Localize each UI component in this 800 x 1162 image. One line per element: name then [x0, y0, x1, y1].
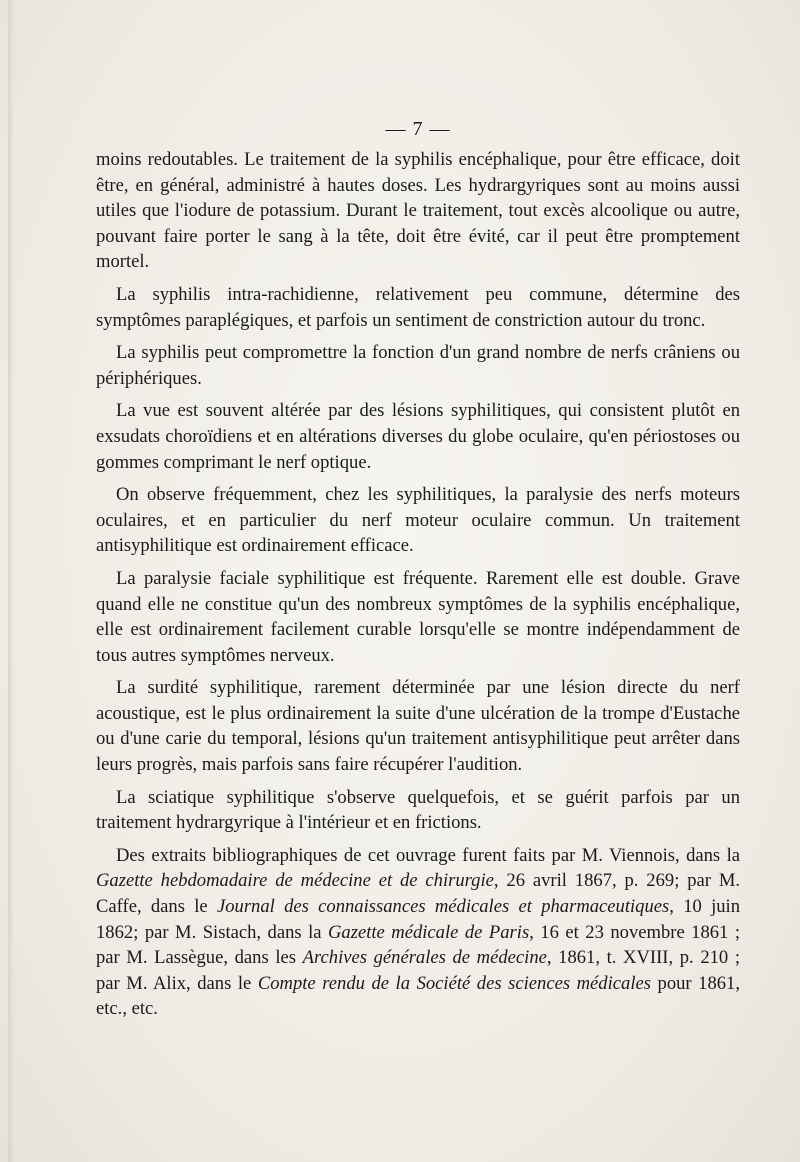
paragraph-continuation: moins redoutables. Le traitement de la syphilis encéphalique, pour être efficace, doit être, en général, administré à hautes doses. Les hydrargyriques sont au moins aussi utiles que l'iodure de potassium. Durant le traitement, tout excès alcoolique ou autre, pouvant faire porter le sang à la tête, doit être évité, car il peut être promptement mortel.: [96, 149, 740, 273]
paragraph-paralysie-oculaire: On observe fréquemment, chez les syphilitiques, la paralysie des nerfs moteurs oculaires, et en particulier du nerf moteur oculaire commun. Un traitement antisyphilitique est ordinairement efficace.: [96, 484, 740, 557]
body-text: [96, 147, 740, 1029]
citation-text: , 1861, t. XVIII, p. 210 ; par M. Alix, dans le: [96, 947, 740, 994]
citation-text: , 10 juin 1862; par M. Sistach, dans la: [96, 896, 740, 943]
citation-journal-title: Gazette médicale de Paris: [328, 921, 530, 943]
paragraph-rachidienne: La syphilis intra-rachidienne, relativement peu commune, détermine des symptômes paraplégiques, et parfois un sentiment de constriction autour du tronc.: [96, 283, 740, 331]
page-number: — 7 —: [385, 118, 451, 140]
citation-text: , 16 et 23 novembre 1861 ; par M. Lassègue, dans les: [96, 921, 740, 969]
citation-journal-title: Journal des connaissances médicales et pharmaceutiques: [216, 896, 670, 918]
citation-text: Des extraits bibliographiques de cet ouvrage furent faits par M. Viennois, dans la: [116, 844, 740, 866]
paragraph-nerfs: La syphilis peut compromettre la fonction d'un grand nombre de nerfs crâniens ou périphériques.: [96, 342, 740, 389]
citation-journal-title: Compte rendu de la Société des sciences médicales: [257, 972, 651, 994]
paragraph-bibliography: [96, 843, 740, 1022]
citation-journal-title: Gazette hebdomadaire de médecine et de chirurgie: [96, 870, 494, 892]
paragraph-surdite: La surdité syphilitique, rarement déterminée par une lésion directe du nerf acoustique, est le plus ordinairement la suite d'une ulcération de la trompe d'Eustache ou d'une carie du temporal, lésions qu'un traitement antisyphilitique peut arrêter dans leurs progrès, mais parfois sans faire récupérer l'audition.: [96, 677, 740, 776]
paragraph-paralysie-faciale: La paralysie faciale syphilitique est fréquente. Rarement elle est double. Grave quand elle ne constitue qu'un des nombreux symptômes de la syphilis encéphalique, elle est ordinairement facilement curable lorsqu'elle se montre indépendamment de tous autres symptômes nerveux.: [96, 567, 740, 666]
citation-text: , 26 avril 1867, p. 269; par M. Caffe, dans le: [96, 870, 740, 918]
citation-text: pour 1861, etc., etc.: [96, 972, 740, 1020]
page-spine-shadow: [8, 0, 14, 1162]
paragraph-vue: La vue est souvent altérée par des lésions syphilitiques, qui consistent plutôt en exsudats choroïdiens et en altérations diverses du globe oculaire, qu'en périostoses ou gommes comprimant le nerf optique.: [96, 400, 740, 473]
paragraph-sciatique: La sciatique syphilitique s'observe quelquefois, et se guérit parfois par un traitement hydrargyrique à l'intérieur et en frictions.: [96, 786, 740, 834]
citation-journal-title: Archives générales de médecine: [302, 947, 547, 969]
